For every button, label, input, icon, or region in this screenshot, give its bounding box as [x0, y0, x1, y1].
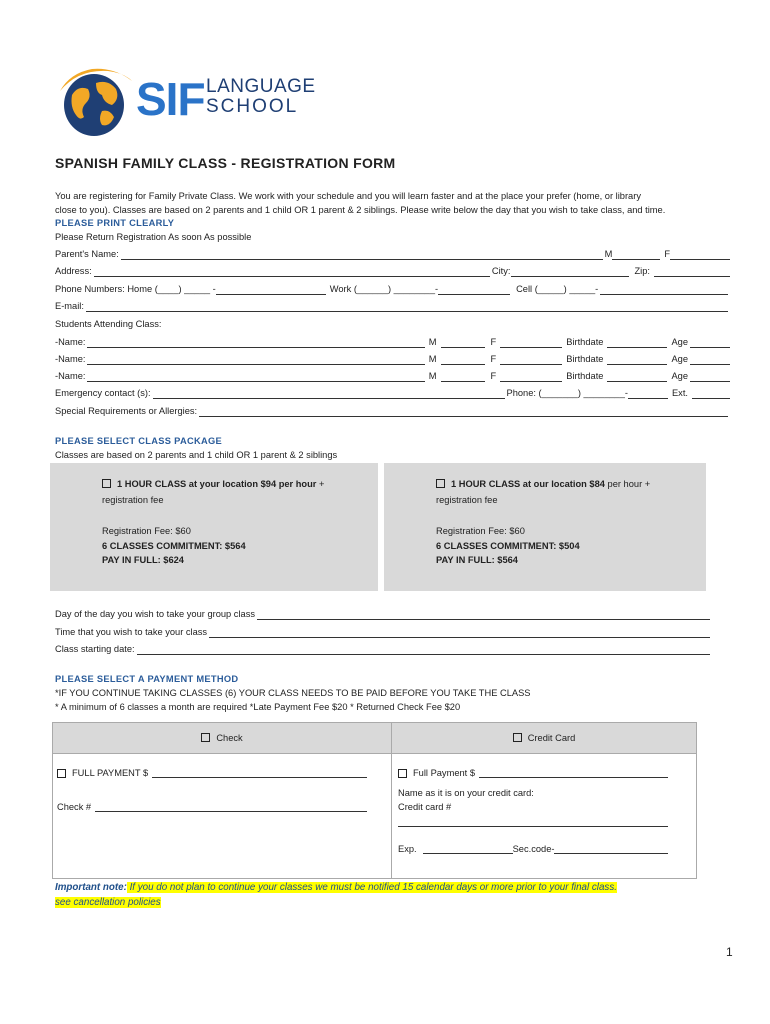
phone-home-field[interactable] [216, 285, 326, 295]
special-field[interactable] [199, 407, 728, 417]
student-birthdate-label: Birthdate [566, 371, 604, 381]
student-f-label: F [490, 337, 497, 347]
important-note-label: Important note: [55, 882, 127, 893]
checkbox-icon[interactable] [398, 769, 407, 778]
emergency-phone-label: Phone: (_______) ________- [506, 388, 628, 398]
m-field[interactable] [612, 250, 660, 260]
checkbox-icon[interactable] [513, 733, 522, 742]
check-details [53, 754, 392, 879]
class-day-field[interactable] [257, 610, 710, 620]
important-note [55, 880, 617, 910]
logo-language-text: LANGUAGE [206, 76, 316, 97]
student-f-label: F [490, 371, 497, 381]
email-field[interactable] [86, 302, 728, 312]
check-option[interactable] [53, 723, 392, 754]
student-m-label: M [428, 354, 437, 364]
credit-card-option[interactable] [392, 723, 697, 754]
registration-fee: Registration Fee: $60 [102, 526, 191, 536]
parents-name-label: Parent's Name: [55, 249, 119, 259]
student-row [55, 370, 730, 382]
student-f-field[interactable] [500, 355, 562, 365]
student-age-field[interactable] [690, 355, 730, 365]
student-f-field[interactable] [500, 338, 562, 348]
return-note: Please Return Registration As soon As possible [55, 232, 252, 242]
special-row [55, 405, 730, 417]
address-label: Address: [55, 266, 92, 276]
commitment-price: 6 CLASSES COMMITMENT: $504 [436, 541, 580, 551]
sec-code-field[interactable] [554, 844, 668, 854]
student-m-label: M [428, 337, 437, 347]
zip-label: Zip: [634, 266, 650, 276]
full-payment-field[interactable] [152, 768, 367, 778]
commitment-price: 6 CLASSES COMMITMENT: $564 [102, 541, 246, 551]
phone-home-label: Phone Numbers: Home (____) _____ - [55, 284, 216, 294]
student-name-field[interactable] [87, 338, 424, 348]
emergency-field[interactable] [153, 389, 505, 399]
student-age-field[interactable] [690, 372, 730, 382]
student-birthdate-field[interactable] [607, 338, 667, 348]
logo-school-text: SCHOOL [206, 96, 299, 117]
student-age-label: Age [671, 337, 688, 347]
class-start-label: Class starting date: [55, 644, 135, 654]
package-line2: registration fee [436, 495, 498, 505]
class-start-field[interactable] [137, 645, 710, 655]
student-m-field[interactable] [441, 355, 485, 365]
check-label: Check [216, 733, 243, 743]
globe-icon [58, 65, 136, 141]
package-title [102, 477, 324, 491]
student-birthdate-label: Birthdate [566, 337, 604, 347]
class-start-row [55, 643, 712, 655]
package-subheading: Classes are based on 2 parents and 1 child OR 1 parent & 2 siblings [55, 450, 338, 460]
parents-name-field[interactable] [121, 250, 603, 260]
package-heading: PLEASE SELECT CLASS PACKAGE [55, 436, 223, 446]
full-payment-label: FULL PAYMENT $ [72, 768, 149, 778]
form-title: SPANISH FAMILY CLASS - REGISTRATION FORM [55, 155, 396, 171]
package-option-our-location[interactable] [384, 463, 706, 591]
print-clearly-heading: PLEASE PRINT CLEARLY [55, 218, 175, 228]
city-label: City: [491, 266, 511, 276]
full-payment-cc-row [398, 768, 668, 778]
class-time-label: Time that you wish to take your class [55, 627, 208, 637]
phone-cell-field[interactable] [600, 285, 728, 295]
student-name-field[interactable] [87, 372, 424, 382]
payment-heading: PLEASE SELECT A PAYMENT METHOD [55, 674, 239, 684]
package-title-rest: per hour + [604, 479, 651, 489]
class-day-row [55, 608, 712, 620]
package-title [436, 477, 650, 491]
credit-card-number-field[interactable] [398, 818, 668, 827]
registration-fee: Registration Fee: $60 [436, 526, 525, 536]
class-time-field[interactable] [209, 628, 710, 638]
package-title-bold: 1 HOUR CLASS at our location $84 [451, 479, 605, 489]
phone-work-label: Work (______) ________- [329, 284, 439, 294]
emergency-row [55, 387, 730, 399]
pay-in-full-price: PAY IN FULL: $564 [436, 555, 518, 565]
expiry-field[interactable] [423, 844, 513, 854]
student-name-label: -Name: [55, 337, 86, 347]
full-payment-cc-field[interactable] [479, 768, 668, 778]
address-row [55, 265, 730, 277]
special-label: Special Requirements or Allergies: [55, 406, 198, 416]
expiry-label: Exp. [398, 844, 417, 854]
package-title-bold: 1 HOUR CLASS at your location $94 per hour [117, 479, 317, 489]
email-row [55, 300, 730, 312]
page-number: 1 [726, 945, 733, 959]
phone-row [55, 283, 730, 295]
checkbox-icon[interactable] [436, 479, 445, 488]
student-age-label: Age [671, 354, 688, 364]
student-m-field[interactable] [441, 338, 485, 348]
logo-sif-text: SIF [136, 73, 205, 125]
credit-card-number-label: Credit card # [398, 802, 452, 812]
pay-in-full-price: PAY IN FULL: $624 [102, 555, 184, 565]
emergency-phone-field[interactable] [628, 389, 668, 399]
credit-card-details [392, 754, 697, 879]
ext-label: Ext. [671, 388, 688, 398]
package-option-own-location[interactable] [50, 463, 378, 591]
full-payment-cc-label: Full Payment $ [413, 768, 476, 778]
student-row [55, 353, 730, 365]
cancellation-policies-link[interactable]: see cancellation policies [55, 897, 161, 908]
phone-cell-label: Cell (_____) _____- [516, 284, 599, 294]
student-birthdate-field[interactable] [607, 372, 667, 382]
city-field[interactable] [511, 267, 629, 277]
check-number-field[interactable] [95, 802, 367, 812]
emergency-label: Emergency contact (s): [55, 388, 151, 398]
email-label: E-mail: [55, 301, 84, 311]
package-line2: registration fee [102, 495, 164, 505]
important-note-text: If you do not plan to continue your classes we must be notified 15 calendar days or more prior to your final class. [126, 882, 617, 893]
name-on-card-label: Name as it is on your credit card: [398, 788, 534, 798]
checkbox-icon[interactable] [102, 479, 111, 488]
student-name-label: -Name: [55, 354, 86, 364]
student-name-label: -Name: [55, 371, 86, 381]
ext-field[interactable] [692, 389, 730, 399]
student-birthdate-label: Birthdate [566, 354, 604, 364]
student-m-field[interactable] [441, 372, 485, 382]
credit-card-label: Credit Card [527, 733, 576, 743]
parents-name-row [55, 248, 730, 260]
m-label: M [604, 249, 613, 259]
zip-field[interactable] [654, 267, 730, 277]
check-number-label: Check # [57, 802, 92, 812]
student-birthdate-field[interactable] [607, 355, 667, 365]
check-number-row [57, 802, 367, 812]
intro-line-2: close to you). Classes are based on 2 parents and 1 child OR 1 parent & 2 siblings. Please write below the day that you wish to take class, and time. [55, 205, 666, 215]
student-f-label: F [490, 354, 497, 364]
phone-work-field[interactable] [438, 285, 510, 295]
class-time-row [55, 626, 712, 638]
payment-minimum: * A minimum of 6 classes a month are required *Late Payment Fee $20 * Returned Check Fee $20 [55, 702, 461, 712]
payment-method-table [52, 722, 697, 879]
f-field[interactable] [670, 250, 730, 260]
checkbox-icon[interactable] [57, 769, 66, 778]
package-title-rest: + [316, 479, 325, 489]
checkbox-icon[interactable] [201, 733, 210, 742]
full-payment-row [57, 768, 367, 778]
students-attending-label: Students Attending Class: [55, 319, 162, 329]
student-f-field[interactable] [500, 372, 562, 382]
student-name-field[interactable] [87, 355, 424, 365]
sec-code-label: Sec.code- [512, 844, 555, 854]
student-m-label: M [428, 371, 437, 381]
address-field[interactable] [94, 267, 490, 277]
expiry-row [398, 844, 668, 854]
student-row [55, 336, 730, 348]
class-day-label: Day of the day you wish to take your group class [55, 609, 255, 619]
intro-line-1: You are registering for Family Private Class. We work with your schedule and you will learn faster and at the place your prefer (home, or library [55, 191, 641, 201]
sif-logo [58, 65, 316, 141]
f-label: F [664, 249, 670, 259]
student-age-label: Age [671, 371, 688, 381]
payment-warning: *IF YOU CONTINUE TAKING CLASSES (6) YOUR CLASS NEEDS TO BE PAID BEFORE YOU TAKE THE CLASS [55, 688, 531, 698]
student-age-field[interactable] [690, 338, 730, 348]
